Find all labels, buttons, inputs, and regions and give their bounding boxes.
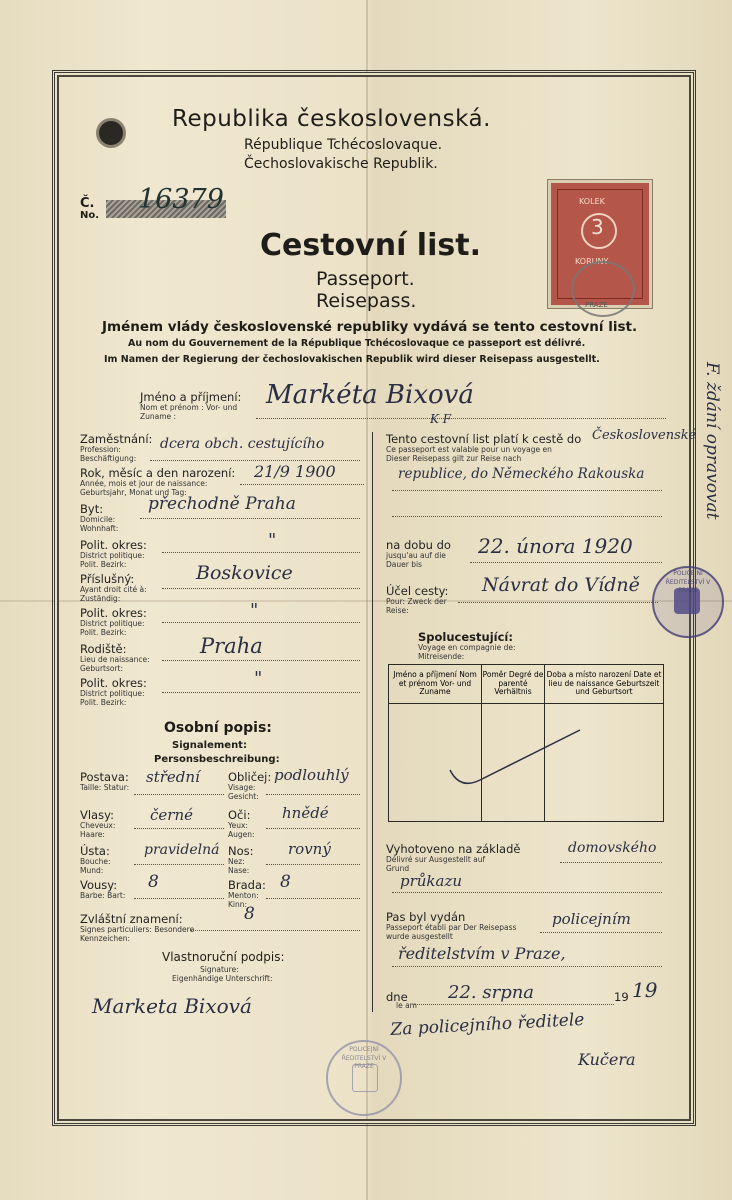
official-signature: Kučera [578, 1050, 636, 1069]
issued-by-line-1 [540, 932, 662, 933]
companions-sublabel: Voyage en compagnie de: Mitreisende: [418, 643, 516, 661]
date-label: dne [386, 990, 408, 1004]
residence-sublabel: Domicile: Wohnhaft: [80, 515, 119, 533]
passport-title-de: Reisepass. [316, 290, 417, 312]
basis-label: Vyhotoveno na základě [386, 842, 521, 856]
basis-line-1 [560, 862, 662, 863]
purpose-sublabel: Pour: Zweck der Reise: [386, 597, 447, 615]
signature-sublabel-1: Signature: [200, 965, 239, 974]
occupation-value: dcera obch. cestujícího [160, 436, 325, 452]
marks-label: Zvláštní znamení: [80, 912, 183, 926]
district1-sublabel: District politique: Polit. Bezirk: [80, 551, 145, 569]
height-label: Postava: [80, 770, 129, 784]
eyes-line [266, 828, 360, 829]
police-seal-right [652, 566, 724, 638]
face-line [266, 794, 360, 795]
mouth-line [134, 864, 224, 865]
district1-line [162, 552, 360, 553]
marks-sublabel: Signes particuliers: Besondere Kennzeichen: [80, 925, 195, 943]
revenue-stamp [548, 180, 652, 308]
purpose-label: Účel cesty: [386, 584, 449, 598]
face-label: Obličej: [228, 770, 272, 784]
issued-by-label: Pas byl vydán [386, 910, 466, 924]
eyes-label: Oči: [228, 808, 251, 822]
column-divider [372, 432, 373, 1012]
companions-col-birth: Doba a místo narození Date et lieu de naissance Geburtszeit und Geburtsort [545, 665, 664, 704]
mouth-value: pravidelná [144, 842, 220, 858]
date-year: 19 [632, 978, 658, 1002]
face-sublabel: Visage: Gesicht: [228, 783, 259, 801]
seal-right-text: POLICEJNÍ ŘEDITELSTVÍ V PRAZE [665, 570, 711, 594]
signature-label: Vlastnoruční podpis: [162, 950, 285, 964]
companions-col-name: Jméno a příjmení Nom et prénom Vor- und Zuname [389, 665, 482, 704]
occupation-line [150, 460, 360, 461]
companions-col-relation: Poměr Degré de parenté Verhältnis [482, 665, 545, 704]
mouth-sublabel: Bouche: Mund: [80, 857, 111, 875]
birthplace-sublabel: Lieu de naissance: Geburtsort: [80, 655, 150, 673]
stamp-cancel-text: PRAZE [585, 301, 608, 309]
country-title-fr: République Tchécoslovaque. [244, 137, 443, 153]
birth-date-line [240, 484, 364, 485]
stamp-top-text: KOLEK [579, 197, 605, 206]
validity-line-2 [392, 516, 662, 517]
birthplace-label: Rodiště: [80, 642, 127, 656]
mouth-label: Ústa: [80, 844, 110, 858]
purpose-value: Návrat do Vídně [482, 574, 640, 596]
eyes-sublabel: Yeux: Augen: [228, 821, 255, 839]
period-line [470, 562, 662, 563]
chin-value: 8 [280, 872, 291, 892]
table-cancel-stroke [440, 720, 590, 800]
validity-sublabel: Ce passeport est valable pour un voyage en Dieser Reisepass gilt zur Reise nach [386, 445, 552, 463]
marks-value: 8 [244, 904, 255, 924]
passport-title-fr: Passeport. [316, 268, 415, 290]
validity-line-1 [392, 490, 662, 491]
height-value: střední [146, 768, 200, 786]
validity-label: Tento cestovní list platí k cestě do [386, 432, 582, 446]
police-seal-bottom [326, 1040, 402, 1116]
district2-label: Polit. okres: [80, 606, 147, 620]
issued-by-line-2 [392, 966, 662, 967]
validity-value-1: Československé [592, 428, 697, 443]
district3-label: Polit. okres: [80, 676, 147, 690]
margin-note: F. ždání opravovat [702, 362, 722, 520]
purpose-line [458, 602, 658, 603]
stamp-bottom-text: KORUNY [575, 257, 609, 266]
height-sublabel: Taille: Statur: [80, 783, 130, 792]
stamp-value: 3 [591, 215, 604, 239]
chin-line [266, 898, 360, 899]
beard-line [134, 898, 224, 899]
birthplace-line [162, 660, 360, 661]
district3-line [162, 692, 360, 693]
punch-hole [96, 118, 126, 148]
hair-value: černé [150, 806, 193, 824]
beard-value: 8 [148, 872, 159, 892]
birth-date-value: 21/9 1900 [254, 462, 336, 481]
belonging-line [162, 588, 360, 589]
district2-line [162, 622, 360, 623]
name-sublabel: Nom et prénom : Vor- und Zuname : [140, 403, 238, 421]
marks-line [190, 930, 360, 931]
hair-label: Vlasy: [80, 808, 114, 822]
hair-line [134, 828, 224, 829]
residence-line [140, 518, 360, 519]
district1-label: Polit. okres: [80, 538, 147, 552]
occupation-label: Zaměstnání: [80, 432, 153, 446]
district1-value: " [268, 530, 277, 551]
name-label: Jméno a příjmení: [140, 390, 242, 404]
basis-line-2 [392, 892, 662, 893]
name-line [256, 418, 666, 419]
passport-number: 16379 [138, 184, 224, 215]
height-line [134, 794, 224, 795]
date-sublabel: le am [396, 1001, 417, 1010]
seal-bottom-text: POLICEJNÍ ŘEDITELSTVÍ V PRAZE [341, 1046, 387, 1070]
date-value: 22. srpna [448, 982, 535, 1003]
passport-title: Cestovní list. [260, 228, 481, 263]
country-title-de: Čechoslovakische Republik. [244, 156, 438, 172]
date-line [414, 1004, 614, 1005]
district2-sublabel: District politique: Polit. Bezirk: [80, 619, 145, 637]
belonging-value: Boskovice [196, 562, 293, 584]
signature-sublabel-2: Eigenhändige Unterschrift: [172, 974, 273, 983]
holder-signature: Marketa Bixová [92, 994, 252, 1018]
eyes-value: hnědé [282, 804, 329, 822]
belonging-label: Příslušný: [80, 572, 135, 586]
nose-sublabel: Nez: Nase: [228, 857, 250, 875]
description-title-de: Personsbeschreibung: [154, 754, 280, 765]
basis-value-2: průkazu [400, 872, 463, 890]
residence-label: Byt: [80, 502, 104, 516]
birthplace-value: Praha [200, 634, 263, 658]
issued-by-value-2: ředitelstvím v Praze, [398, 944, 566, 963]
companions-label: Spolucestující: [418, 630, 513, 644]
country-title-cs: Republika československá. [172, 106, 491, 132]
description-title-fr: Signalement: [172, 740, 247, 751]
occupation-sublabel: Profession: Beschäftigung: [80, 445, 137, 463]
issuance-text-de: Im Namen der Regierung der čechoslovakischen Republik wird dieser Reisepass ausgestellt. [104, 354, 600, 365]
name-extra: K F [430, 412, 452, 426]
issued-by-value-1: policejním [552, 910, 631, 928]
basis-value-1: domovského [568, 840, 657, 856]
period-value: 22. února 1920 [478, 534, 633, 558]
number-label-no: No. [80, 210, 100, 221]
hair-sublabel: Cheveux: Haare: [80, 821, 116, 839]
district3-sublabel: District politique: Polit. Bezirk: [80, 689, 145, 707]
beard-label: Vousy: [80, 878, 118, 892]
residence-value: přechodně Praha [148, 494, 296, 514]
nose-line [266, 864, 360, 865]
birth-date-sublabel: Année, mois et jour de naissance: Geburtsjahr, Monat und Tag: [80, 479, 208, 497]
date-year-prefix: 19 [614, 990, 629, 1004]
official-text: Za policejního ředitele [390, 1009, 585, 1040]
description-title: Osobní popis: [164, 720, 272, 736]
belonging-sublabel: Ayant droit cité à: Zuständig: [80, 585, 147, 603]
validity-value-2: republice, do Německého Rakouska [398, 466, 645, 482]
chin-sublabel: Menton: Kinn: [228, 891, 259, 909]
issued-by-sublabel: Passeport établi par Der Reisepass wurde ausgestellt [386, 923, 517, 941]
district3-value: " [254, 668, 263, 689]
birth-date-label: Rok, měsíc a den narození: [80, 466, 236, 480]
number-label-c: Č. [80, 196, 95, 211]
face-value: podlouhlý [274, 766, 349, 784]
period-label: na dobu do [386, 538, 451, 552]
nose-label: Nos: [228, 844, 254, 858]
nose-value: rovný [288, 840, 331, 858]
issuance-text-fr: Au nom du Gouvernement de la République Tchécoslovaque ce passeport est délivré. [128, 338, 586, 349]
basis-sublabel: Délivré sur Ausgestellt auf Grund [386, 855, 486, 873]
name-value: Markéta Bixová [266, 380, 474, 410]
issuance-text-cs: Jménem vlády československé republiky vydává se tento cestovní list. [102, 319, 638, 335]
period-sublabel: jusqu'au auf die Dauer bis [386, 551, 446, 569]
chin-label: Brada: [228, 878, 266, 892]
district2-value: " [250, 600, 259, 621]
beard-sublabel: Barbe: Bart: [80, 891, 126, 900]
